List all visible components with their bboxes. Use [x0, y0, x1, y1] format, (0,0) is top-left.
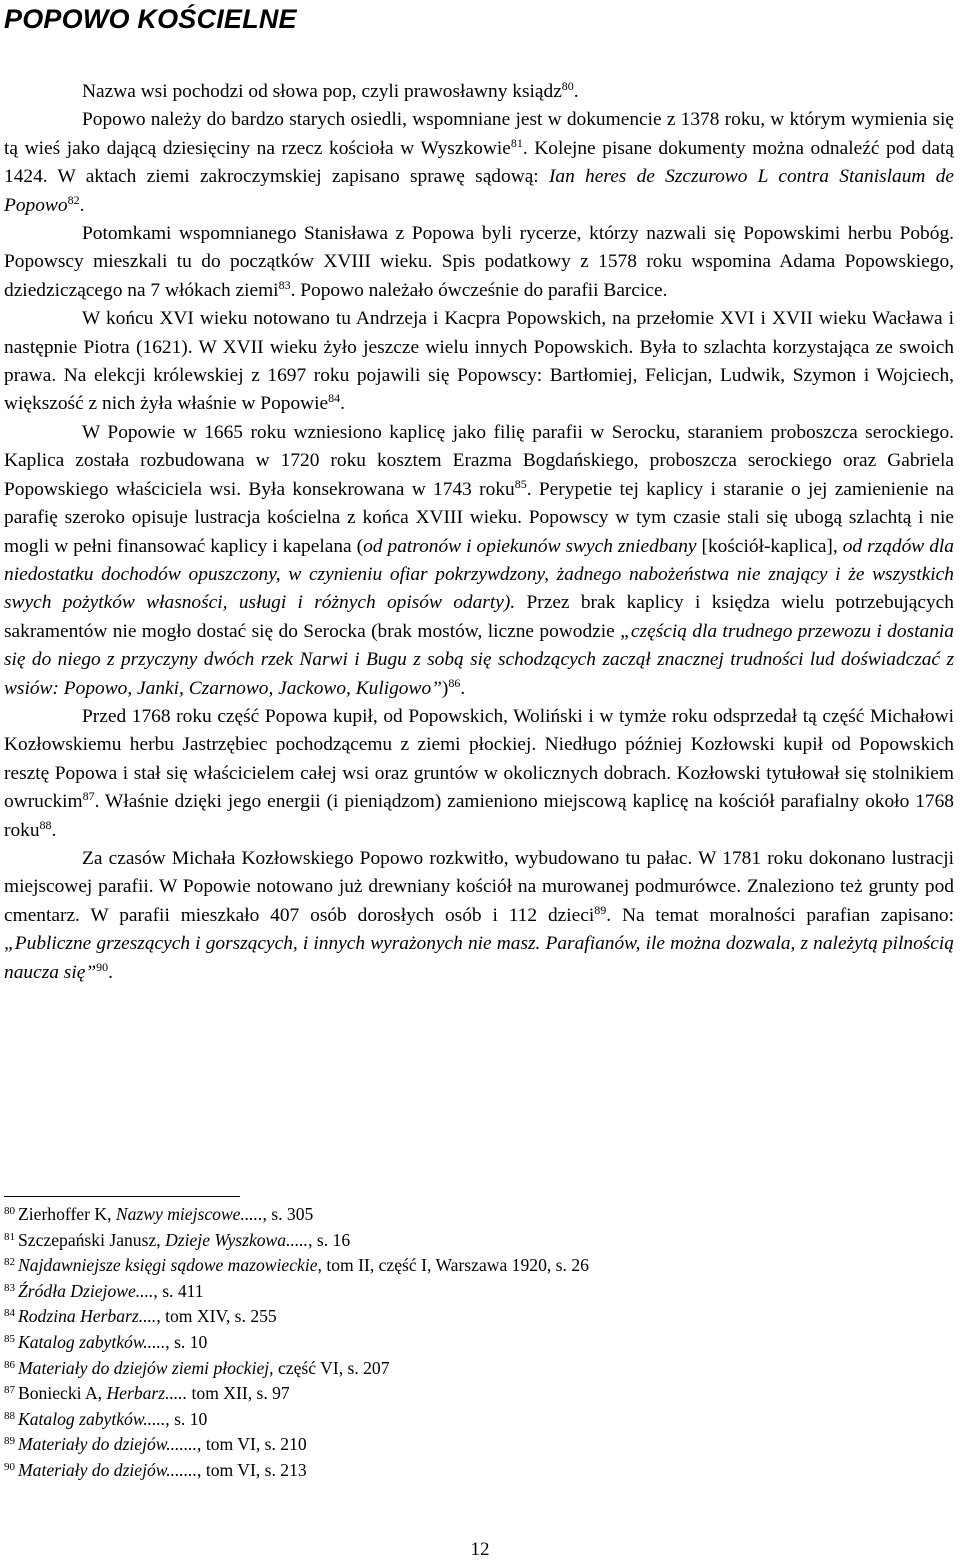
- text-run: , tom VI, s. 210: [197, 1434, 307, 1455]
- text-run: Przez brak kaplicy i księdza wielu potrzebujących sakramentów nie mogło dostać się do Serocka (brak mostów, liczne powodzie: [4, 592, 954, 642]
- footnote-ref: 90: [96, 959, 109, 974]
- footnote: [4, 1228, 944, 1254]
- text-run: [kościół-kaplica],: [696, 535, 843, 557]
- italic-text: Materiały do dziejów.......: [18, 1459, 198, 1480]
- footnote-ref: 83: [4, 1281, 15, 1294]
- text-run: .: [79, 194, 85, 216]
- paragraph: [4, 419, 954, 703]
- italic-text: Materiały do dziejów ziemi płockiej,: [18, 1357, 274, 1378]
- italic-text: Katalog zabytków.....: [18, 1331, 166, 1352]
- text-run: Przed 1768 roku część Popowa kupił, od Popowskich, Woliński i w tymże roku odsprzedał tą część Michałowi Kozłowskiemu herbu Jastrzębiec pochodzącemu z ziemi płockiej. Niedługo później Kozłowski kupił od Popowskich resztę Popowa i stał się właścicielem całej wsi oraz gruntów w okolicznych dobrach. Kozłowski tytułował się stolnikiem owruckim: [4, 705, 954, 813]
- footnote-ref: 84: [4, 1307, 15, 1320]
- text-run: , s. 16: [308, 1229, 351, 1250]
- text-run: W Popowie w 1665 roku wzniesiono kaplicę jako filię parafii w Serocku, staraniem proboszcza serockiego. Kaplica została rozbudowana w 1720 roku kosztem Erazma Bogdańskiego, proboszcza serockiego oraz Gabriela Popowskiego właściciela wsi. Była konsekrowana w 1743 roku: [4, 421, 954, 500]
- text-run: Nazwa wsi pochodzi od słowa pop, czyli prawosławny ksiądz: [82, 81, 562, 102]
- paragraph: [4, 106, 954, 220]
- text-run: , s. 411: [153, 1280, 204, 1301]
- footnote: [4, 1458, 944, 1484]
- italic-text: Źródła Dziejowe....: [18, 1280, 154, 1301]
- text-run: tom XII, s. 97: [187, 1383, 290, 1404]
- text-run: W końcu XVI wieku notowano tu Andrzeja i Kacpra Popowskich, na przełomie XVI i XVII wieku Wacława i następnie Piotra (1621). W XVII wieku żyło jeszcze wielu innych Popowskich. Była to szlachta korzystająca ze swoich prawa. Na elekcji królewskiej z 1697 roku pojawili się Popowscy: Bartłomiej, Felicjan, Ludwik, Szymon i Wojciech, większość z nich żyła właśnie w Popowie: [4, 308, 954, 415]
- text-run: część VI, s. 207: [273, 1357, 390, 1378]
- footnote-ref: 85: [514, 476, 527, 491]
- footnote-ref: 89: [4, 1435, 15, 1448]
- text-run: , s. 10: [165, 1331, 208, 1352]
- italic-text: Materiały do dziejów.......: [18, 1434, 198, 1455]
- italic-text: od rządów dla niedostatku dochodów opuszczony, w czynieniu ofiar pokrzywdzony, żadnego nabożeństwa nie znający i że wszystkich swych pożytków własności, usługi i różnych opisów odarty).: [4, 535, 955, 614]
- text-run: , tom XIV, s. 255: [156, 1306, 277, 1327]
- text-run: Potomkami wspomnianego Stanisława z Popowa byli rycerze, którzy nazwali się Popowskimi herbu Pobóg. Popowscy mieszkali tu do początków XVIII wieku. Spis podatkowy z 1578 roku wspomina Adama Popowskiego, dziedziczącego na 7 włókach ziemi: [4, 223, 954, 301]
- italic-text: od patronów i opiekunów swych zniedbany: [363, 535, 697, 557]
- text-run: , tom VI, s. 213: [197, 1459, 307, 1480]
- article-body: [4, 78, 954, 987]
- italic-text: Herbarz.....: [106, 1383, 188, 1404]
- text-run: . Właśnie dzięki jego energii (i pieniądzom) zamieniono miejscową kaplicę na kościół parafialny około 1768 roku: [4, 791, 954, 841]
- paragraph: [4, 305, 954, 419]
- footnote-ref: 87: [82, 789, 95, 804]
- text-run: .: [51, 819, 57, 841]
- footnote-ref: 89: [594, 902, 607, 917]
- footnote-ref: 81: [4, 1230, 15, 1243]
- footnote: [4, 1279, 944, 1305]
- footnote: [4, 1356, 944, 1382]
- footnote-ref: 82: [67, 192, 80, 207]
- text-run: .: [340, 393, 346, 415]
- footnote-ref: 82: [4, 1256, 15, 1269]
- footnote: [4, 1253, 944, 1279]
- text-run: ): [441, 677, 449, 699]
- footnote-ref: 88: [39, 817, 52, 832]
- paragraph: [4, 845, 954, 987]
- text-run: . Popowo należało ówcześnie do parafii Barcice.: [290, 279, 668, 301]
- text-run: .: [460, 677, 466, 699]
- footnote-list: [4, 1202, 944, 1484]
- paragraph: [4, 78, 954, 106]
- text-run: .: [108, 961, 113, 983]
- text-run: .: [573, 81, 579, 102]
- footnote: [4, 1432, 944, 1458]
- text-run: Szczepański Janusz,: [18, 1229, 166, 1250]
- footnote-ref: 81: [510, 135, 523, 150]
- paragraph: [4, 220, 954, 305]
- text-run: , s. 305: [262, 1204, 314, 1224]
- text-run: . Perypetie tej kaplicy i staranie o jej zamienienie na parafię szeroko opisuje lustracja kościelna z końca XVIII wieku. Popowscy w tym czasie stali się ubogą szlachtą i nie mogli w pełni finansować kaplicy i kapelana (: [4, 478, 954, 557]
- italic-text: Rodzina Herbarz....: [18, 1306, 157, 1327]
- text-run: , s. 10: [165, 1408, 208, 1429]
- footnote-ref: 80: [4, 1205, 15, 1217]
- footnote: [4, 1381, 944, 1407]
- text-run: Popowo należy do bardzo starych osiedli, wspomniane jest w dokumencie z 1378 roku, w którym wymienia się tą wieś jako dającą dziesięciny na rzecz kościoła w Wyszkowie: [4, 109, 954, 159]
- footnote-ref: 80: [561, 79, 574, 93]
- footnote-ref: 90: [4, 1460, 15, 1473]
- footnote-separator: [4, 1196, 240, 1197]
- text-run: . Kolejne pisane dokumenty można odnaleźć pod datą 1424. W aktach ziemi zakroczymskiej zapisano sprawę sądową:: [4, 137, 954, 188]
- footnote: [4, 1407, 944, 1433]
- italic-text: Katalog zabytków.....: [18, 1408, 166, 1429]
- footnote-ref: 86: [448, 675, 461, 690]
- italic-text: Nazwy miejscowe.....: [115, 1204, 263, 1224]
- text-run: . Na temat moralności parafian zapisano:: [606, 904, 954, 926]
- footnote-ref: 84: [328, 391, 341, 406]
- footnote-ref: 85: [4, 1332, 15, 1345]
- paragraph: [4, 703, 954, 845]
- footnote-ref: 83: [278, 277, 291, 292]
- footnote-ref: 86: [4, 1358, 15, 1371]
- italic-text: „Publiczne grzeszących i gorszących, i innych wyrażonych nie masz. Parafianów, ile można dozwala, z należytą pilnością naucza się”: [4, 933, 954, 983]
- text-run: , tom II, część I, Warszawa 1920, s. 26: [317, 1255, 589, 1276]
- footnote: [4, 1330, 944, 1356]
- text-run: Za czasów Michała Kozłowskiego Popowo rozkwitło, wybudowano tu pałac. W 1781 roku dokonano lustracji miejscowej parafii. W Popowie notowano już drewniany kościół na murowanej podmurówce. Znaleziono też grunty pod cmentarz. W parafii mieszkało 407 osób dorosłych osób i 112 dzieci: [4, 847, 954, 926]
- italic-text: Dzieje Wyszkowa.....: [165, 1229, 309, 1250]
- page-number: 12: [470, 1539, 490, 1560]
- footnote: [4, 1202, 944, 1228]
- text-run: Boniecki A,: [18, 1383, 107, 1404]
- footnote-ref: 87: [4, 1384, 15, 1397]
- footnote-ref: 88: [4, 1409, 15, 1422]
- text-run: Zierhoffer K,: [18, 1204, 116, 1224]
- footnote: [4, 1304, 944, 1330]
- italic-text: Ian heres de Szczurowo L contra Stanislaum de Popowo: [4, 166, 954, 216]
- italic-text: „częścią dla trudnego przewozu i dostania się do niego z przyczyny dwóch rzek Narwi i Bugu z sobą się schodzących zaczął znacznej trudności lud doświadczać z wsiów: Popowo, Janki, Czarnowo, Jackowo, Kuligowo”: [4, 620, 954, 699]
- italic-text: Najdawniejsze księgi sądowe mazowieckie: [18, 1255, 318, 1276]
- page-title: POPOWO KOŚCIELNE: [4, 4, 297, 34]
